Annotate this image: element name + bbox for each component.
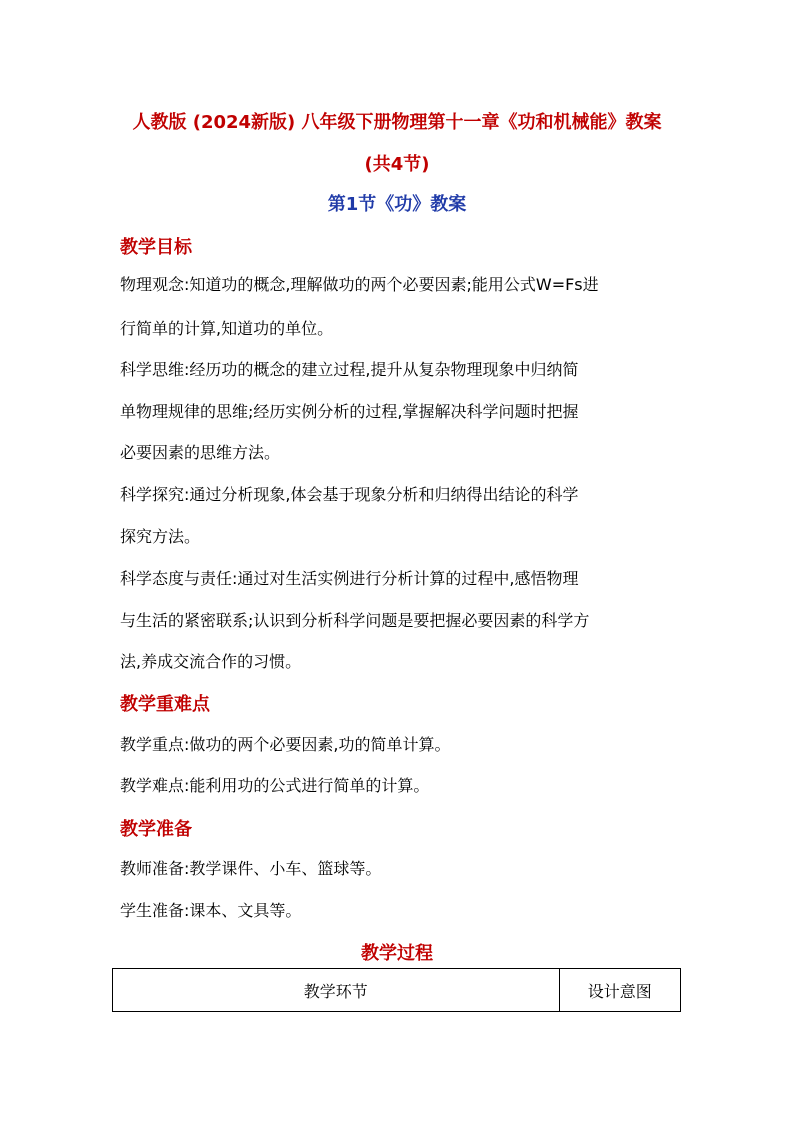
keypoints-line: 教学重点:做功的两个必要因素,功的简单计算。 [120,735,451,754]
process-heading: 教学过程 [361,943,433,964]
goals-line: 探究方法。 [120,527,201,546]
keypoints-heading: 教学重难点 [120,694,210,715]
process-col-design-intent: 设计意图 [559,969,680,1012]
document-title-line1: 人教版 (2024新版) 八年级下册物理第十一章《功和机械能》教案 [132,112,662,133]
goals-line: 科学探究:通过分析现象,体会基于现象分析和归纳得出结论的科学 [120,485,579,504]
table-row [113,969,681,1012]
prep-line: 学生准备:课本、文具等。 [120,901,302,920]
document-title-line2: (共4节) [364,154,430,175]
keypoints-line: 教学难点:能利用功的公式进行简单的计算。 [120,776,430,795]
process-table [112,968,681,1012]
goals-line: 必要因素的思维方法。 [120,443,281,462]
prep-heading: 教学准备 [120,819,192,840]
goals-heading: 教学目标 [120,237,192,258]
process-col-teaching-step: 教学环节 [113,969,560,1012]
prep-line: 教师准备:教学课件、小车、篮球等。 [120,859,382,878]
goals-line: 单物理规律的思维;经历实例分析的过程,掌握解决科学问题时把握 [120,402,579,421]
goals-line: 科学思维:经历功的概念的建立过程,提升从复杂物理现象中归纳简 [120,360,579,379]
goals-line: 法,养成交流合作的习惯。 [120,652,302,671]
goals-line: 与生活的紧密联系;认识到分析科学问题是要把握必要因素的科学方 [120,611,590,630]
goals-line: 科学态度与责任:通过对生活实例进行分析计算的过程中,感悟物理 [120,569,579,588]
section-title: 第1节《功》教案 [327,194,467,215]
goals-line: 物理观念:知道功的概念,理解做功的两个必要因素;能用公式W=Fs进 [120,275,599,294]
goals-line: 行简单的计算,知道功的单位。 [120,319,334,338]
